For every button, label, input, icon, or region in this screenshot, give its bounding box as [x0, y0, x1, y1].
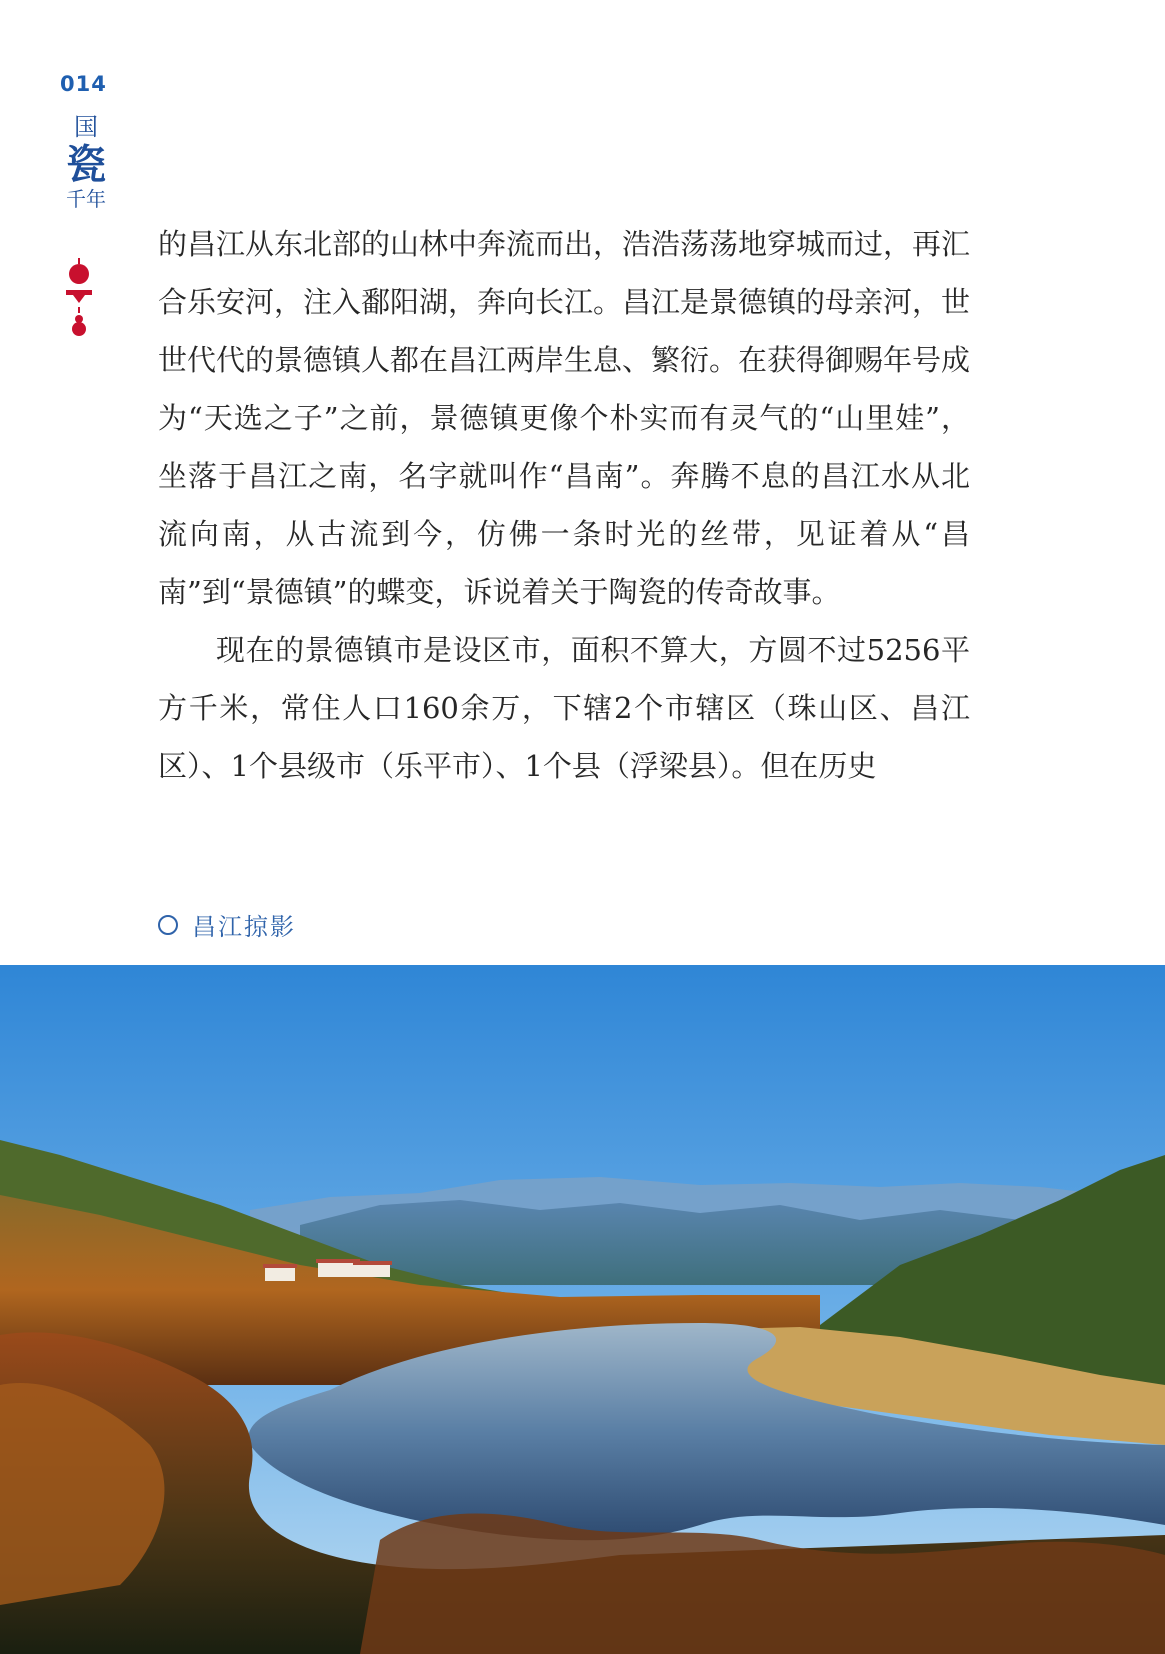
series-title-char-3: 千年 — [66, 187, 106, 211]
article-text — [158, 215, 970, 795]
series-title-char-2: 瓷 — [66, 141, 106, 188]
caption-text: 昌江掠影 — [192, 913, 296, 941]
series-title — [62, 112, 110, 211]
page-number: 014 — [60, 72, 107, 96]
caption-circle-icon — [158, 915, 178, 935]
series-title-char-1: 国 — [74, 113, 98, 141]
paragraph-1: 的昌江从东北部的山林中奔流而出，浩浩荡荡地穿城而过，再汇合乐安河，注入鄱阳湖，奔向长江。昌江是景德镇的母亲河，世世代代的景德镇人都在昌江两岸生息、繁衍。在获得御赐年号成为“天选之子”之前，景德镇更像个朴实而有灵气的“山里娃”，坐落于昌江之南，名字就叫作“昌南”。奔腾不息的昌江水从北流向南，从古流到今，仿佛一条时光的丝带，见证着从“昌南”到“景德镇”的蝶变，诉说着关于陶瓷的传奇故事。 — [158, 227, 971, 609]
paragraph-2: 现在的景德镇市是设区市，面积不算大，方圆不过5256平方千米，常住人口160余万，下辖2个市辖区（珠山区、昌江区）、1个县级市（乐平市）、1个县（浮梁县）。但在历史 — [158, 633, 970, 783]
river-landscape-photo — [0, 965, 1165, 1654]
figure-caption — [158, 907, 296, 942]
lantern-icon — [64, 258, 94, 342]
